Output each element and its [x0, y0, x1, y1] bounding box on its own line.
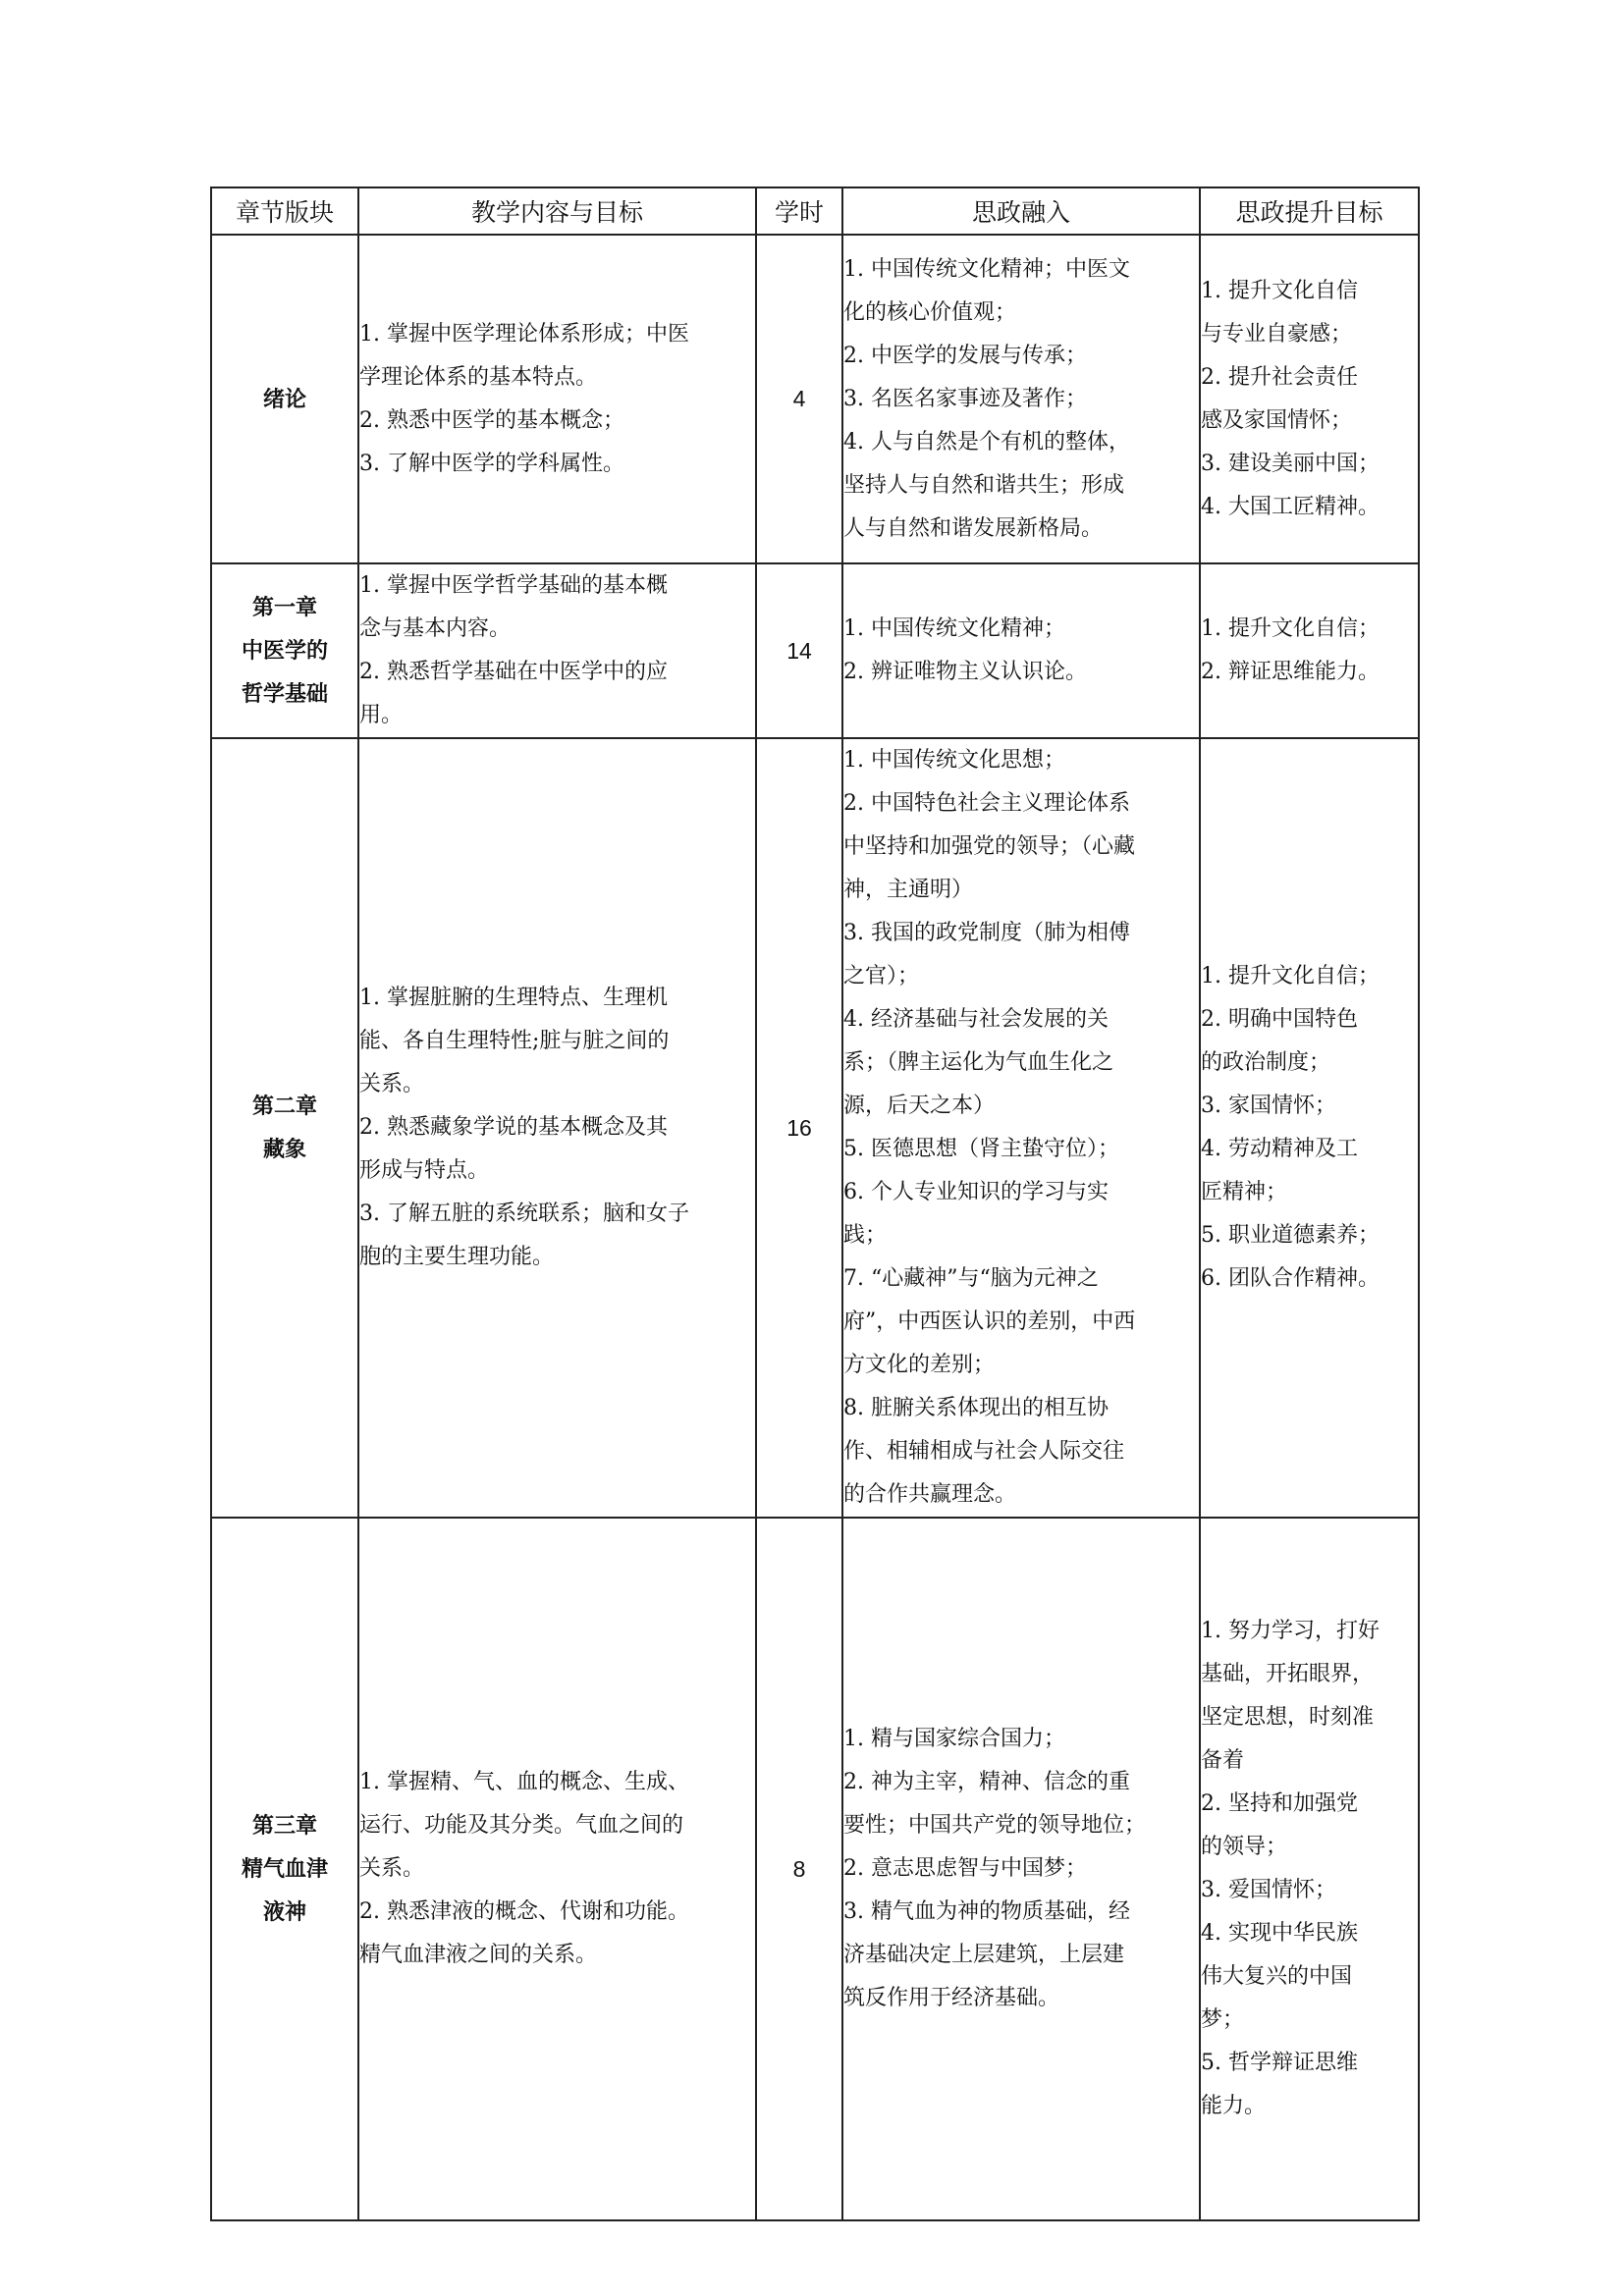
ideology-cell-line: 的合作共赢理念。 [843, 1482, 1017, 1507]
goals-cell-line: 1. 提升文化自信； [1201, 964, 1380, 988]
ideology-cell-line: 中坚持和加强党的领导；（心藏 [843, 834, 1136, 859]
content-cell [358, 563, 756, 738]
header-ideology: 思政融入 [842, 187, 1200, 235]
goals-cell-line: 5. 职业道德素养； [1201, 1223, 1380, 1248]
ideology-cell-line: 5. 医德思想（肾主蛰守位）； [843, 1137, 1119, 1161]
table-row [211, 738, 1419, 1518]
chapter-cell [211, 738, 358, 1518]
chapter-cell-line: 第二章 [251, 1094, 317, 1119]
ideology-cell-line: 2. 中医学的发展与传承； [843, 343, 1087, 368]
ideology-cell-line: 2. 辨证唯物主义认识论。 [843, 660, 1087, 684]
chapter-cell-line: 哲学基础 [241, 681, 328, 707]
table-body [211, 235, 1419, 2220]
goals-cell-line: 梦； [1201, 2007, 1245, 2032]
ideology-cell [842, 563, 1200, 738]
goals-cell-line: 匠精神； [1201, 1180, 1288, 1204]
goals-cell-line: 3. 爱国情怀； [1201, 1878, 1336, 1902]
chapter-cell-line: 藏象 [262, 1137, 306, 1162]
ideology-cell-line: 4. 经济基础与社会发展的关 [843, 1007, 1109, 1032]
goals-cell-line: 1. 提升文化自信 [1201, 278, 1358, 303]
chapter-cell-line: 第三章 [251, 1813, 317, 1839]
ideology-cell [842, 738, 1200, 1518]
goals-cell-line: 2. 辩证思维能力。 [1201, 660, 1380, 684]
ideology-cell-line: 神，主通明） [843, 878, 974, 902]
ideology-cell-line: 4. 人与自然是个有机的整体， [843, 429, 1130, 454]
ideology-cell-line: 筑反作用于经济基础。 [843, 1986, 1060, 2010]
ideology-cell-line: 3. 精气血为神的物质基础，经 [843, 1899, 1130, 1924]
ideology-cell-line: 1. 中国传统文化思想； [843, 748, 1065, 773]
content-cell-line: 2. 熟悉津液的概念、代谢和功能。 [359, 1899, 689, 1924]
content-cell-line: 1. 掌握脏腑的生理特点、生理机 [359, 986, 668, 1010]
chapter-cell-line: 精气血津 [241, 1856, 328, 1882]
ideology-cell-line: 2. 中国特色社会主义理论体系 [843, 791, 1130, 816]
ideology-cell-line: 人与自然和谐发展新格局。 [843, 515, 1104, 541]
goals-cell-line: 3. 建设美丽中国； [1201, 451, 1380, 476]
ideology-cell-line: 2. 神为主宰，精神、信念的重 [843, 1770, 1130, 1794]
content-cell-line: 用。 [359, 703, 404, 727]
chapter-cell-line: 中医学的 [241, 638, 328, 664]
goals-cell-line: 基础，开拓眼界， [1201, 1662, 1375, 1686]
goals-cell [1200, 1518, 1419, 2220]
goals-cell-line: 1. 努力学习，打好 [1201, 1619, 1380, 1643]
table-header [211, 187, 1419, 235]
ideology-cell-line: 2. 意志思虑智与中国梦； [843, 1856, 1087, 1881]
content-cell [358, 738, 756, 1518]
content-cell-line: 关系。 [359, 1072, 425, 1096]
content-cell-line: 形成与特点。 [359, 1158, 490, 1183]
content-cell-line: 能、各自生理特性;脏与脏之间的 [359, 1029, 670, 1053]
ideology-cell-line: 1. 中国传统文化精神； [843, 616, 1065, 641]
ideology-cell-line: 坚持人与自然和谐共生；形成 [843, 472, 1125, 498]
header-content: 教学内容与目标 [358, 187, 756, 235]
goals-cell-line: 4. 大国工匠精神。 [1201, 494, 1380, 519]
content-cell-line: 2. 熟悉藏象学说的基本概念及其 [359, 1115, 668, 1140]
content-cell-line: 3. 了解五脏的系统联系；脑和女子 [359, 1201, 689, 1226]
content-cell-line: 2. 熟悉哲学基础在中医学中的应 [359, 660, 668, 684]
chapter-cell-line: 第一章 [251, 595, 317, 620]
content-cell-line: 1. 掌握中医学哲学基础的基本概 [359, 573, 668, 598]
header-chapter: 章节版块 [211, 187, 358, 235]
ideology-cell-line: 系；（脾主运化为气血生化之 [843, 1050, 1114, 1075]
ideology-cell-line: 1. 精与国家综合国力； [843, 1727, 1065, 1751]
content-cell-line: 1. 掌握精、气、血的概念、生成、 [359, 1770, 689, 1794]
content-cell-line: 3. 了解中医学的学科属性。 [359, 451, 624, 476]
chapter-cell [211, 235, 358, 563]
goals-cell-line: 1. 提升文化自信； [1201, 616, 1380, 641]
ideology-cell-line: 7. “心藏神”与“脑为元神之 [843, 1266, 1099, 1291]
header-row [211, 187, 1419, 235]
content-cell-line: 2. 熟悉中医学的基本概念； [359, 407, 624, 433]
header-hours: 学时 [756, 187, 842, 235]
ideology-cell-line: 化的核心价值观； [843, 299, 1017, 325]
hours-cell: 8 [756, 1518, 842, 2220]
hours-cell: 4 [756, 235, 842, 563]
content-cell-line: 关系。 [359, 1856, 425, 1881]
ideology-cell-line: 3. 我国的政党制度（肺为相傅 [843, 921, 1130, 945]
table-row [211, 563, 1419, 738]
goals-cell-line: 伟大复兴的中国 [1201, 1964, 1353, 1989]
content-cell-line: 念与基本内容。 [359, 616, 512, 641]
ideology-cell-line: 6. 个人专业知识的学习与实 [843, 1180, 1109, 1204]
ideology-cell-line: 府”，中西医认识的差别，中西 [843, 1309, 1136, 1334]
ideology-cell-line: 源，后天之本） [843, 1094, 996, 1118]
content-cell-line: 运行、功能及其分类。气血之间的 [359, 1813, 684, 1838]
ideology-cell-line: 济基础决定上层建筑，上层建 [843, 1943, 1125, 1967]
goals-cell-line: 的政治制度； [1201, 1050, 1331, 1075]
goals-cell-line: 能力。 [1201, 2094, 1267, 2118]
curriculum-table [210, 187, 1420, 2221]
goals-cell-line: 坚定思想，时刻准 [1201, 1705, 1375, 1730]
ideology-cell [842, 235, 1200, 563]
hours-cell: 14 [756, 563, 842, 738]
ideology-cell-line: 之官）； [843, 964, 920, 988]
goals-cell-line: 2. 明确中国特色 [1201, 1007, 1358, 1032]
goals-cell [1200, 235, 1419, 563]
chapter-cell-line: 液神 [262, 1899, 306, 1925]
chapter-cell-line: 绪论 [262, 386, 306, 412]
chapter-cell [211, 1518, 358, 2220]
content-cell [358, 235, 756, 563]
content-cell-line: 1. 掌握中医学理论体系形成；中医 [359, 321, 689, 347]
ideology-cell-line: 8. 脏腑关系体现出的相互协 [843, 1396, 1109, 1420]
goals-cell [1200, 563, 1419, 738]
goals-cell-line: 6. 团队合作精神。 [1201, 1266, 1380, 1291]
goals-cell-line: 5. 哲学辩证思维 [1201, 2051, 1358, 2075]
chapter-cell [211, 563, 358, 738]
table-row [211, 235, 1419, 563]
goals-cell-line: 感及家国情怀； [1201, 407, 1353, 433]
hours-cell: 16 [756, 738, 842, 1518]
content-cell-line: 精气血津液之间的关系。 [359, 1943, 598, 1967]
content-cell-line: 学理论体系的基本特点。 [359, 364, 598, 390]
ideology-cell-line: 3. 名医名家事迹及著作； [843, 386, 1087, 411]
content-cell-line: 胞的主要生理功能。 [359, 1245, 555, 1269]
ideology-cell [842, 1518, 1200, 2220]
table-row [211, 1518, 1419, 2220]
ideology-cell-line: 践； [843, 1223, 888, 1248]
ideology-cell-line: 要性；中国共产党的领导地位； [843, 1813, 1147, 1838]
goals-cell-line: 4. 劳动精神及工 [1201, 1137, 1358, 1161]
ideology-cell-line: 方文化的差别； [843, 1353, 996, 1377]
ideology-cell-line: 作、相辅相成与社会人际交往 [843, 1439, 1125, 1464]
goals-cell-line: 4. 实现中华民族 [1201, 1921, 1358, 1946]
goals-cell [1200, 738, 1419, 1518]
goals-cell-line: 2. 提升社会责任 [1201, 364, 1358, 390]
goals-cell-line: 的领导； [1201, 1835, 1288, 1859]
goals-cell-line: 3. 家国情怀； [1201, 1094, 1336, 1118]
goals-cell-line: 备着 [1201, 1748, 1245, 1773]
goals-cell-line: 2. 坚持和加强党 [1201, 1791, 1358, 1816]
ideology-cell-line: 1. 中国传统文化精神；中医文 [843, 256, 1130, 282]
goals-cell-line: 与专业自豪感； [1201, 321, 1353, 347]
content-cell [358, 1518, 756, 2220]
header-goals: 思政提升目标 [1200, 187, 1419, 235]
